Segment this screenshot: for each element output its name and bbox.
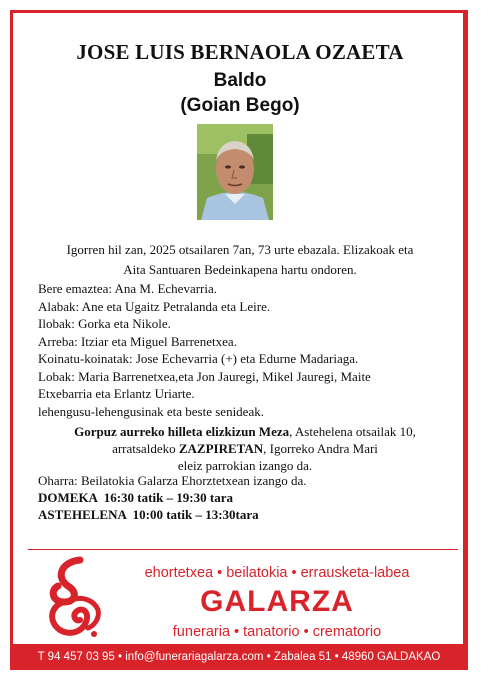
relative-line: Lobak: Maria Barrenetxea,eta Jon Jauregi, Mikel Jauregi, Maite [38, 368, 371, 384]
deceased-name: JOSE LUIS BERNAOLA OZAETA [76, 40, 404, 64]
death-announcement [24, 240, 456, 280]
services-basque: ehortetxea • beilatokia • errausketa-labea [144, 565, 410, 581]
relative-line: Koinatu-koinatak: Jose Echevarria (+) eta Edurne Madariaga. [38, 351, 359, 366]
intro-line: Igorren hil zan, 2025 otsailaren 7an, 73 urte ebazala. Elizakoak eta [66, 242, 414, 257]
funeral-mass-info [30, 423, 460, 474]
rest-in-peace-text: (Goian Bego) [180, 95, 300, 116]
portrait-photo [197, 124, 273, 220]
relative-line: Ilobak: Gorka eta Nikole. [38, 316, 171, 331]
divider [28, 549, 458, 550]
relative-line: Etxebarria eta Erlantz Uriarte. [38, 386, 195, 401]
border-right-line [466, 10, 468, 660]
nickname: Baldo [213, 70, 267, 91]
visiting-hours [38, 489, 259, 523]
wake-note: Oharra: Beilatokia Galarza Ehorztetxean izango da. [38, 473, 307, 488]
company-brand: GALARZA [200, 585, 354, 618]
funeral-time-prefix: arratsaldeko [112, 441, 179, 456]
funeral-date: , Astehelena otsailak 10, [289, 424, 416, 439]
intro-line: Aita Santuaren Bedeinkapena hartu ondoren. [123, 262, 357, 277]
visiting-hours-monday: ASTEHELENA 10:00 tatik – 13:30tara [38, 507, 259, 522]
relative-line: lehengusu-lehengusinak eta beste senideak. [38, 403, 264, 419]
funeral-time: ZAZPIRETAN [178, 441, 264, 456]
relatives-list [38, 280, 458, 420]
contact-footer: T 94 457 03 95 • info@funerariagalarza.com • Zabalea 51 • 48960 GALDAKAO [10, 644, 468, 670]
relative-line: Arreba: Itziar eta Miguel Barrenetxea. [38, 333, 237, 349]
funeral-place: , Igorreko Andra Mari [263, 441, 378, 456]
visiting-hours-sunday: DOMEKA 16:30 tatik – 19:30 tara [38, 490, 233, 505]
services-spanish: funeraria • tanatorio • crematorio [172, 624, 382, 640]
relative-line: Bere emaztea: Ana M. Echevarria. [38, 281, 218, 296]
funeral-mass-label: Gorpuz aurreko hilleta elizkizun Meza [74, 424, 290, 439]
relative-line: Alabak: Ane eta Ugaitz Petralanda eta Leire. [38, 298, 271, 314]
funeral-place-line: eleiz parrokian izango da. [177, 458, 313, 473]
galarza-logo-icon [42, 556, 106, 642]
